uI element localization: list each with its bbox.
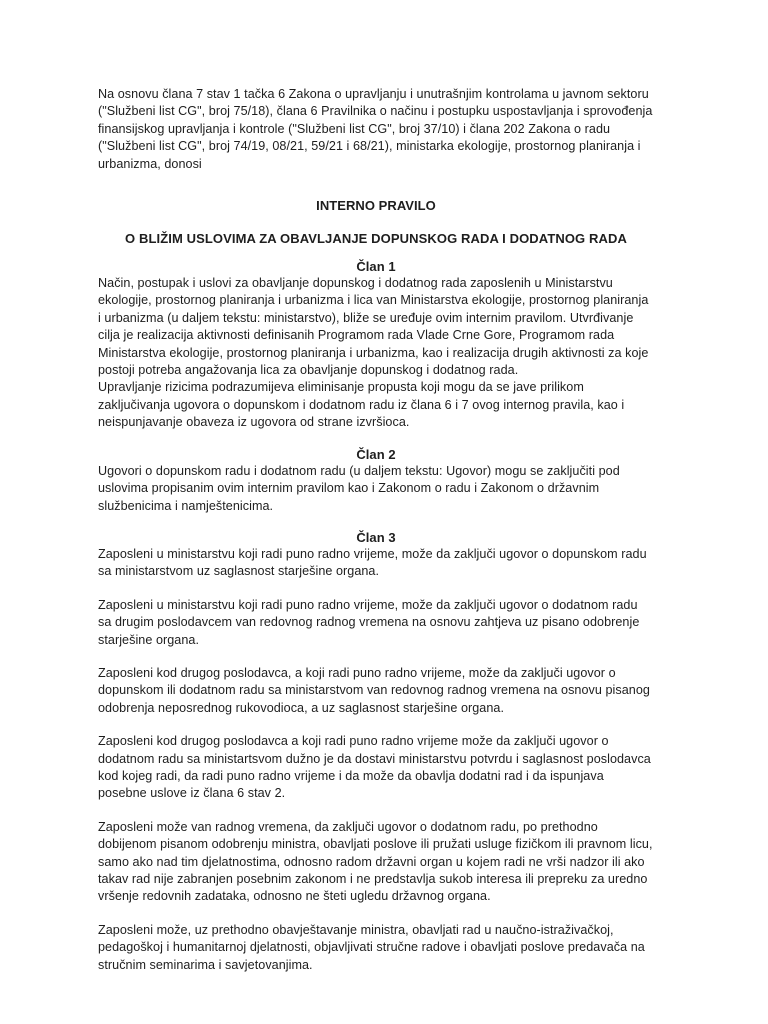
document-page bbox=[98, 86, 654, 974]
document-subtitle: O BLIŽIM USLOVIMA ZA OBAVLJANJE DOPUNSKOG RADA I DODATNOG RADA bbox=[125, 231, 627, 247]
article-3-paragraph-4: Zaposleni kod drugog poslodavca a koji radi puno radno vrijeme može da zaključi ugovor o dodatnom radu sa ministartsvom dužno je da dostavi ministarstvu potvrdu i saglasnost poslodavca kod kojeg radi, da radi puno radno vrijeme i da može da obavlja dodatni rad i da ispunjava posebne uslove iz člana 6 stav 2. bbox=[98, 734, 651, 801]
article-3-paragraph-6: Zaposleni može, uz prethodno obavještavanje ministra, obavljati rad u naučno-istraživačkoj, pedagoškoj i humanitarnoj djelatnosti, objavljivati stručne radove i obavljati poslove predavača na stručnim seminarima i savjetovanjima. bbox=[98, 922, 645, 972]
article-3 bbox=[98, 530, 654, 974]
article-1 bbox=[98, 259, 654, 432]
document-title: INTERNO PRAVILO bbox=[316, 198, 436, 214]
article-2 bbox=[98, 447, 654, 515]
article-3-paragraph-1: Zaposleni u ministarstvu koji radi puno radno vrijeme, može da zaključi ugovor o dopunskom radu sa ministarstvom uz saglasnost starješine organa. bbox=[98, 546, 647, 579]
article-2-heading: Član 2 bbox=[356, 446, 396, 462]
article-1-paragraph-1: Način, postupak i uslovi za obavljanje dopunskog i dodatnog rada zaposlenih u Ministarstvu ekologije, prostornog planiranja i urbanizma i lica van Ministarstva ekologije, prostornog planiranja i urbanizma (u daljem tekstu: ministarstvo), bliže se uređuje ovim internim pravilom. Utvrđivanje cilja je realizacija aktivnosti definisanih Programom rada Vlade Crne Gore, Programom rada Ministarstva ekologije, prostornog planiranja i urbanizma, kao i realizacija drugih aktivnosti za koje postoji potreba angažovanja lica za obavljanje dopunskog i dodatnog rada. bbox=[98, 276, 649, 378]
article-2-paragraph-1: Ugovori o dopunskom radu i dodatnom radu (u daljem tekstu: Ugovor) mogu se zaključiti pod uslovima propisanim ovim internim pravilom kao i Zakonom o radu i Zakonom o državnim službenicima i namještenicima. bbox=[98, 463, 620, 513]
article-3-heading: Član 3 bbox=[356, 529, 396, 545]
preamble-paragraph: Na osnovu člana 7 stav 1 tačka 6 Zakona o upravljanju i unutrašnjim kontrolama u javnom sektoru ("Službeni list CG", broj 75/18), člana 6 Pravilnika o načinu i postupku uspostavljanja i sprovođenja finansijskog upravljanja i kontrole ("Službeni list CG", broj 37/10) i člana 202 Zakona o radu ("Službeni list CG", broj 74/19, 08/21, 59/21 i 68/21), ministarka ekologije, prostornog planiranja i urbanizma, donosi bbox=[98, 87, 653, 171]
article-3-paragraph-5: Zaposleni može van radnog vremena, da zaključi ugovor o dodatnom radu, po prethodno dobijenom pisanom odobrenju ministra, obavljati poslove ili pružati usluge fizičkom ili pravnom licu, samo ako nad tim djelatnostima, odnosno radom državni organ u kojem radi ne vrši nadzor ili ako takav rad nije zabranjen posebnim zakonom i ne predstavlja sukob interesa ili prepreku za uredno vršenje redovnih zadataka, odnosno ne šteti ugledu državnog organa. bbox=[98, 819, 653, 904]
article-1-paragraph-2: Upravljanje rizicima podrazumijeva eliminisanje propusta koji mogu da se jave prilikom zaključivanja ugovora o dopunskom i dodatnom radu iz člana 6 i 7 ovog internog pravila, kao i neispunjavanje obaveza iz ugovora od strane izvršioca. bbox=[98, 380, 625, 430]
article-1-heading: Član 1 bbox=[356, 259, 396, 275]
article-3-paragraph-2: Zaposleni u ministarstvu koji radi puno radno vrijeme, može da zaključi ugovor o dodatnom radu sa drugim poslodavcem van redovnog radnog vremena na osnovu zahtjeva uz pisano odobrenje starješine organa. bbox=[98, 597, 640, 647]
article-3-paragraph-3: Zaposleni kod drugog poslodavca, a koji radi puno radno vrijeme, može da zaključi ugovor o dopunskom ili dodatnom radu sa ministarstvom van redovnog radnog vremena na osnovu pisanog odobrenja neposrednog rukovodioca, a uz saglasnost starješine organa. bbox=[98, 665, 650, 715]
